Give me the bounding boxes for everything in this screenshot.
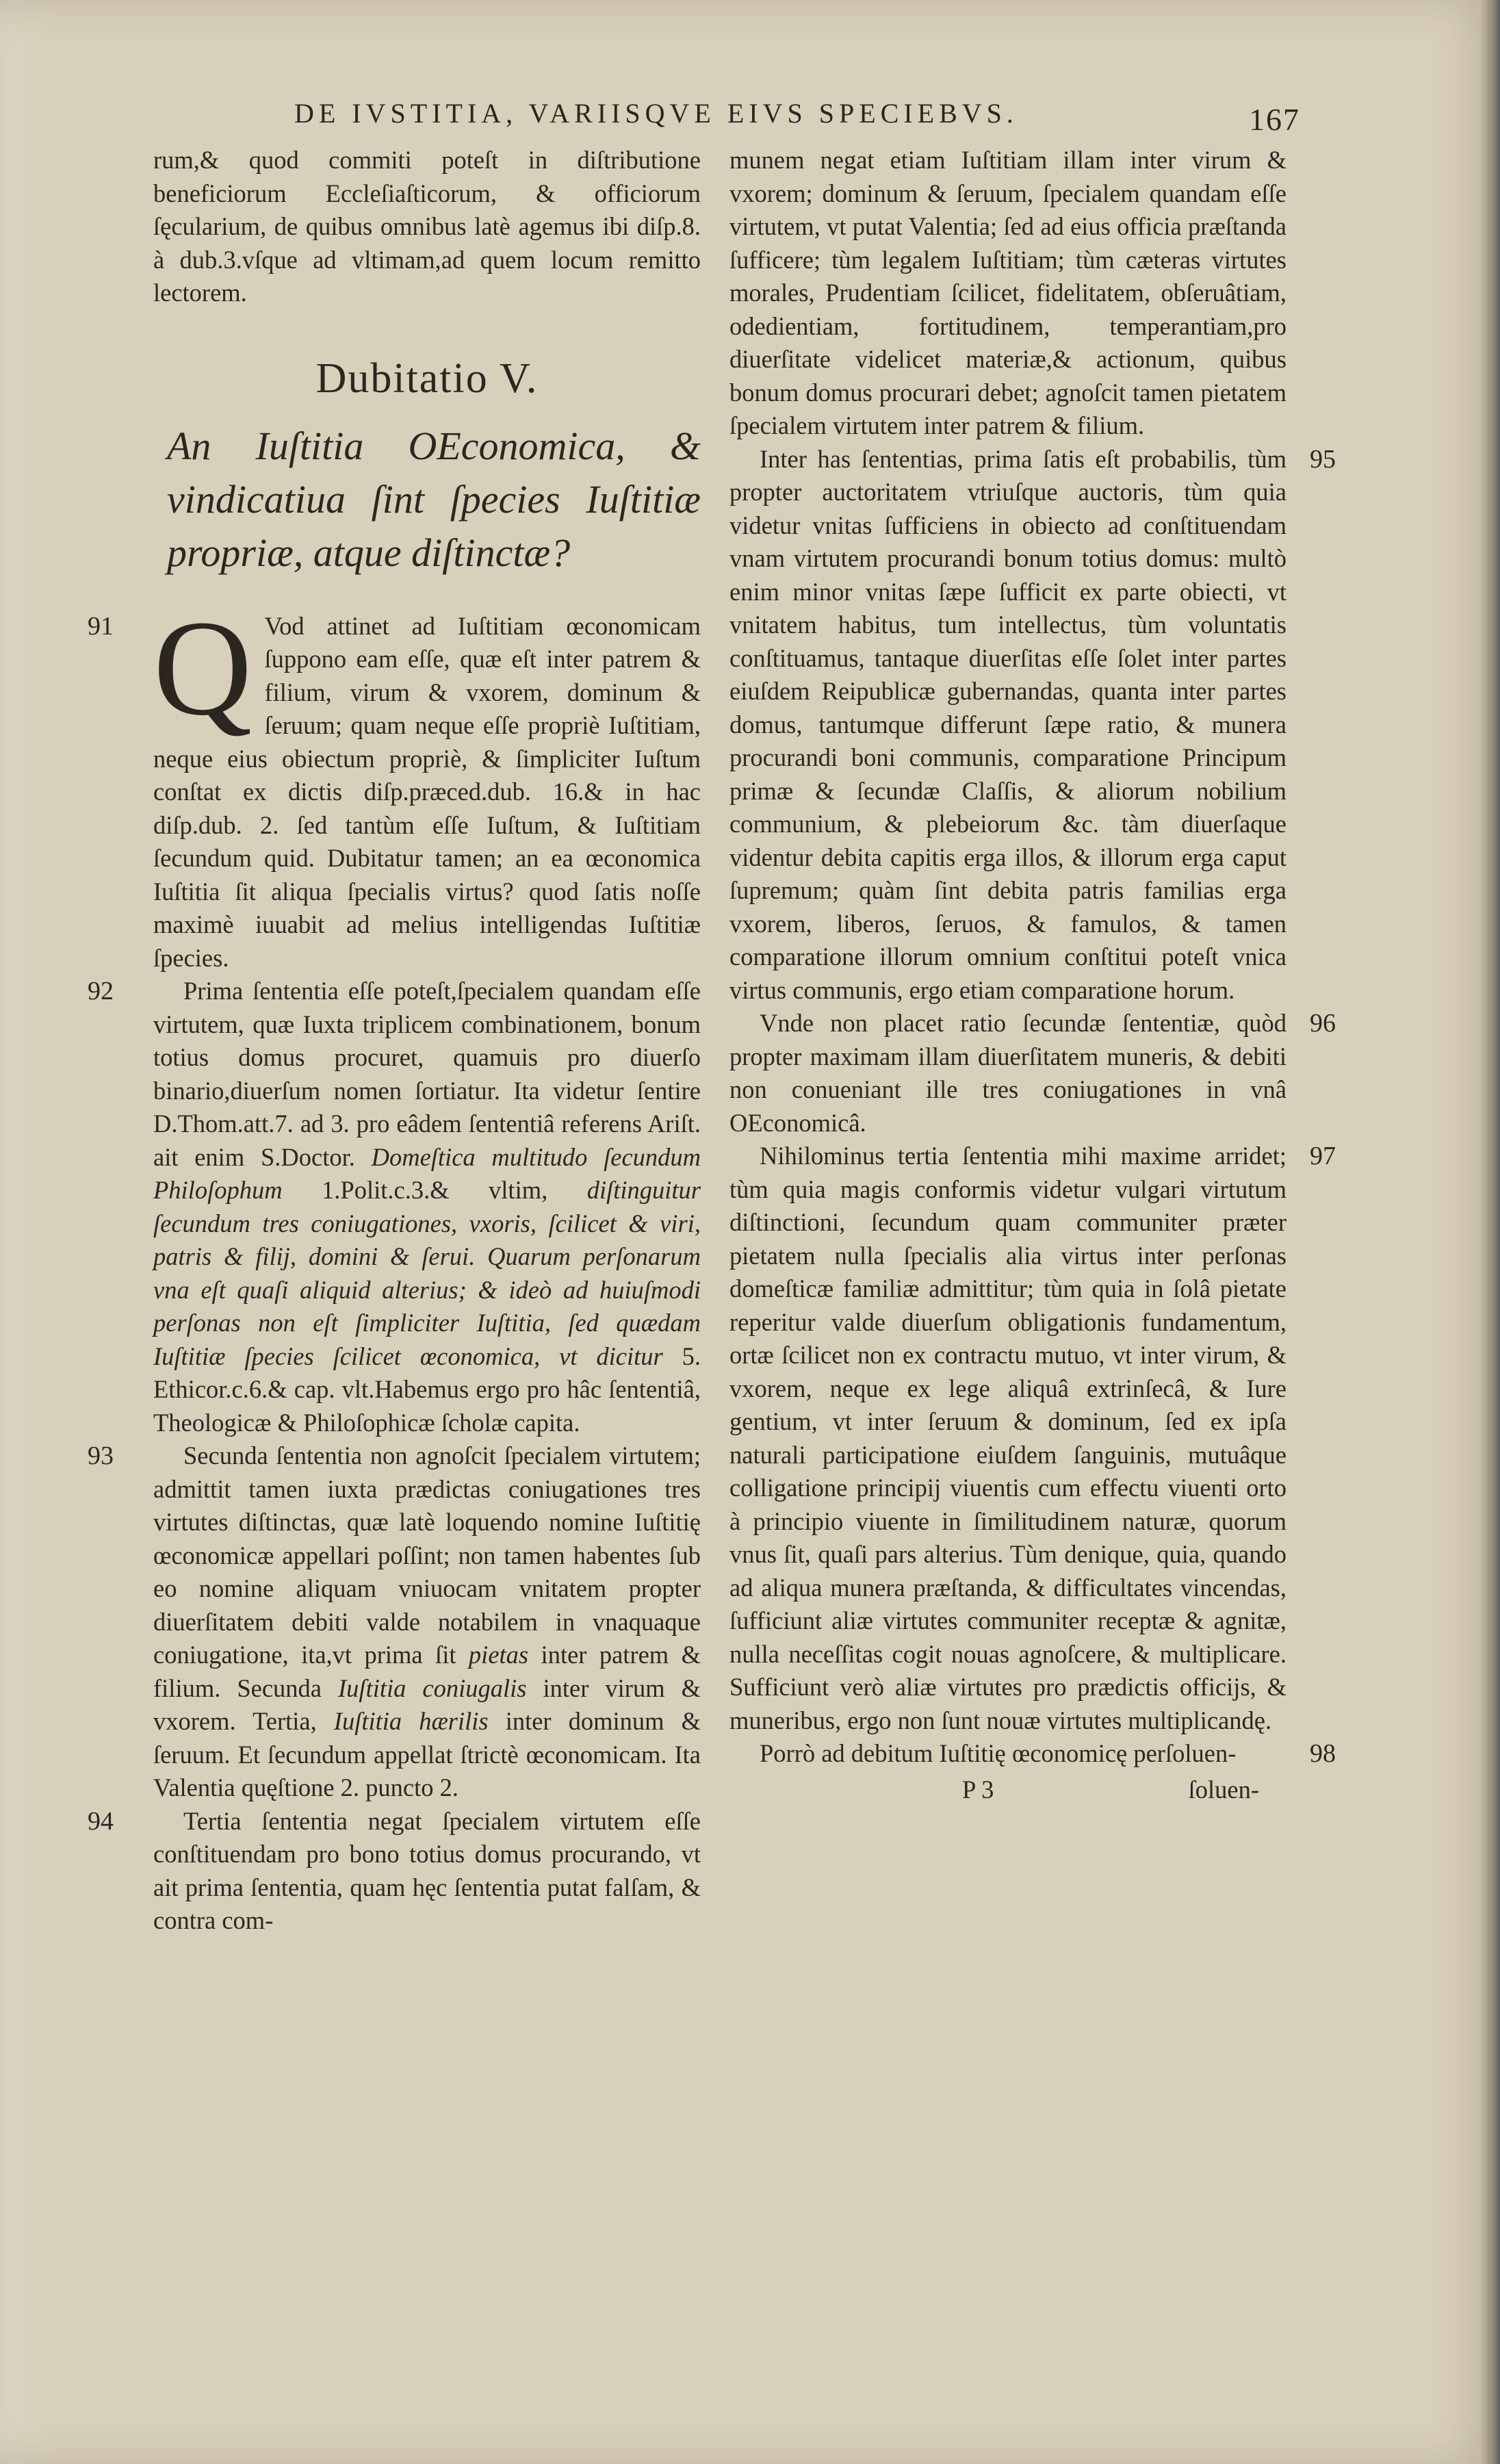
paragraph-text: Prima ſententia eſſe poteſt,ſpecialem quandam eſſe virtutem, quæ Iuxta triplicem combinationem, bonum totius domus procuret, quamuis pro diuerſo binario,diuerſum nomen ſortiatur. Ita videtur ſentire D.Thom.att.7. ad 3. pro eâdem ſententiâ referens Ariſt. ait enim S.Doctor.	[153, 977, 701, 1171]
paragraph-text: inter virum & vxorem. Tertia,	[153, 1673, 701, 1735]
paragraph-number: 93	[88, 1441, 114, 1470]
running-title: DE IVSTITIA, VARIISQVE EIVS SPECIEBVS.	[294, 98, 1018, 129]
paragraph-number: 94	[88, 1806, 114, 1836]
paragraph-96	[729, 1007, 1336, 1140]
paragraph-number: 92	[88, 977, 114, 1005]
paragraph-98	[729, 1737, 1336, 1771]
paragraph-number: 98	[1310, 1739, 1336, 1768]
quotation-italic: diſtinguitur ſecundum tres coniugationes, vxoris, ſcilicet & viri, patris & filij, domini & ſerui. Quarum perſonarum vna eſt quaſi aliquid alterius; & ideò ad huiuſmodi perſonas non eſt ſimpliciter Iuſtitia, ſed quædam Iuſtitiæ ſpecies ſcilicet œconomica, vt dicitur	[153, 1176, 701, 1370]
page-number: 167	[1249, 102, 1300, 137]
paragraph-94	[88, 1805, 701, 1938]
paragraph-95	[729, 443, 1336, 1008]
paragraph-text: inter patrem & filium. Secunda	[153, 1641, 701, 1702]
paragraph-text: 5. Ethicor.c.6.& cap. vlt.Habemus ergo pro hâc ſententiâ, Theologicæ & Philoſophicæ ſcholæ capita.	[153, 1342, 701, 1437]
dubitatio-heading: Dubitatio V.	[315, 355, 539, 402]
footer-line	[729, 1773, 1286, 1807]
right-column	[729, 144, 1336, 1806]
paragraph-text: Tertia ſententia negat ſpecialem virtutem eſſe conſtituendam pro bono totius domus procurando, vt ait prima ſententia, quam hęc ſententia putat falſam, & contra com-	[153, 1806, 701, 1934]
drop-cap: Q	[153, 592, 253, 744]
term-italic: Iuſtitia coniugalis	[338, 1673, 527, 1702]
paragraph-text: Porrò ad debitum Iuſtitię œconomicę perſoluen-	[760, 1739, 1237, 1767]
paragraph-number: 91	[88, 611, 114, 641]
paragraph-text: Secunda ſententia non agnoſcit ſpecialem virtutem; admittit tamen iuxta prædictas coniugationes tres virtutes diſtinctas, quæ latè loquendo nomine Iuſtitię œconomicæ appellari poſſint; non tamen habentes ſub eo nomine aliquam vniuocam vnitatem propter diuerſitatem debiti valde notabilem in vnaquaque coniugatione, ita,vt prima ſit	[153, 1441, 701, 1669]
term-italic: Iuſtitia hærilis	[333, 1707, 489, 1735]
signature-mark: P 3	[962, 1775, 994, 1804]
running-header	[294, 97, 1300, 138]
question-heading: An Iuſtitia OEconomica, & vindicatiua ſint ſpecies Iuſtitiæ propriæ, atque diſtinctæ?	[167, 423, 701, 575]
paragraph-93	[88, 1439, 701, 1805]
paragraph-91	[88, 592, 701, 975]
paragraph-92	[88, 975, 701, 1439]
left-column	[88, 144, 701, 1938]
paragraph-text: inter dominum & ſeruum. Et ſecundum appellat ſtrictè œconomicam. Ita Valentia quęſtione 2. puncto 2.	[153, 1707, 701, 1801]
catchword: ſoluen-	[1188, 1775, 1259, 1804]
page-edge-shadow	[1479, 0, 1500, 2464]
quotation-italic: Domeſtica multitudo ſecundum Philoſophum	[153, 1142, 701, 1204]
paragraph-text: Inter has ſententias, prima ſatis eſt probabilis, tùm propter auctoritatem vtriuſque auctoris, tùm quia videtur vnitas ſufficiens in obiecto ad conſtituendam vnam virtutem procurandi bonum totius domus: multò enim minor vnitas ſæpe ſufficit ex parte obiecti, vt vnitatem habitus, tum intellectus, tùm voluntatis conſtituamus, tantaque diuerſitas eſſe ſolet inter partes eiuſdem Reipublicæ gubernandas, quanta inter partes domus, tantumque differunt ſæpe ratio, & munera procurandi boni communis, comparatione Principum primæ & ſecundæ Claſſis, & aliorum nobilium communium, & plebeiorum &c. tàm diuerſaque videntur debita capitis erga illos, & illorum erga caput ſupremum; quàm ſint debita patris familias erga vxorem, liberos, ſeruos, & famulos, & tamen comparatione illorum omnium conſtitui poteſt vnica virtus communis, ergo etiam comparatione horum.	[729, 444, 1286, 1004]
paragraph-number: 97	[1310, 1142, 1336, 1170]
opening-text: rum,& quod commiti poteſt in diſtributione beneficiorum Eccleſiaſticorum, & officiorum ſęcularium, de quibus omnibus latè agemus ibi diſp.8. à dub.3.vſque ad vltimam,ad quem locum remitto lectorem.	[153, 146, 701, 307]
paragraph-text: Vnde non placet ratio ſecundæ ſententiæ, quòd propter maximam illam diuerſitatem muneris, & debiti non conueniant ille tres coniugationes in vnâ OEconomicâ.	[729, 1009, 1286, 1137]
paragraph-text: Nihilominus tertia ſententia mihi maxime arridet; tùm quia magis conformis videtur vulgari virtutum diſtinctioni, ſecundum quam communiter præter pietatem nulla ſpecialis alia virtus inter perſonas domeſticæ familiæ admittitur; tùm quia in ſolâ pietate reperitur valde diuerſum obligationis fundamentum, ortæ ſcilicet non ex contractu mutuo, vt inter virum, & vxorem, neque ex lege aliquâ extrinſecâ, & Iure gentium, vt inter ſeruum & dominum, ſed ex ipſa naturali participatione eiuſdem ſanguinis, mutuâque colligatione principij viuentis cum effectu viuenti orto à principio viuente in ſimilitudinem naturæ, quorum vnus ſit, quaſi pars alterius. Tùm denique, quia, quando ad aliqua munera præſtanda, & difficultates vincendas, ſufficiunt aliæ virtutes communiter receptæ & agnitæ, nulla neceſſitas cogit nouas agnoſcere, & multiplicare. Sufficiunt verò aliæ virtutes pro prædictis officijs, & muneribus, ergo non ſunt nouæ virtutes multiplicandę.	[729, 1142, 1286, 1734]
citation-text: 1.Polit.c.3.& vltim,	[322, 1176, 548, 1204]
paragraph-number: 96	[1310, 1009, 1336, 1038]
paragraph-97	[729, 1140, 1336, 1737]
term-italic: pietas	[468, 1641, 529, 1669]
continuation-text: munem negat etiam Iuſtitiam illam inter virum & vxorem; dominum & ſeruum, ſpecialem quandam eſſe virtutem, vt putat Valentia; ſed ad eius officia præſtanda ſufficere; tùm legalem Iuſtitiam; tùm cæteras virtutes morales, Prudentiam ſcilicet, fidelitatem, obſeruâtiam, odedientiam, fortitudinem, temperantiam,pro diuerſitate videlicet materiæ,& actionum, quibus bonum domus procurari debet; agnoſcit tamen pietatem ſpecialem virtutem inter patrem & filium.	[729, 146, 1286, 439]
paragraph-number: 95	[1310, 444, 1336, 474]
paragraph-text: Vod attinet ad Iuſtitiam œconomicam ſuppono eam eſſe, quæ eſt inter patrem & filium, virum & vxorem, dominum & ſeruum; quam neque eſſe propriè Iuſtitiam, neque eius obiectum propriè, & ſimpliciter Iuſtum conſtat ex dictis diſp.præced.dub. 16.& in hac diſp.dub. 2. ſed tantùm eſſe Iuſtum, & Iuſtitiam ſecundum quid. Dubitatur tamen; an ea œconomica Iuſtitia ſit aliqua ſpecialis virtus? quod ſatis noſſe maximè iuuabit ad melius intelligendas Iuſtitiæ ſpecies.	[153, 611, 701, 972]
